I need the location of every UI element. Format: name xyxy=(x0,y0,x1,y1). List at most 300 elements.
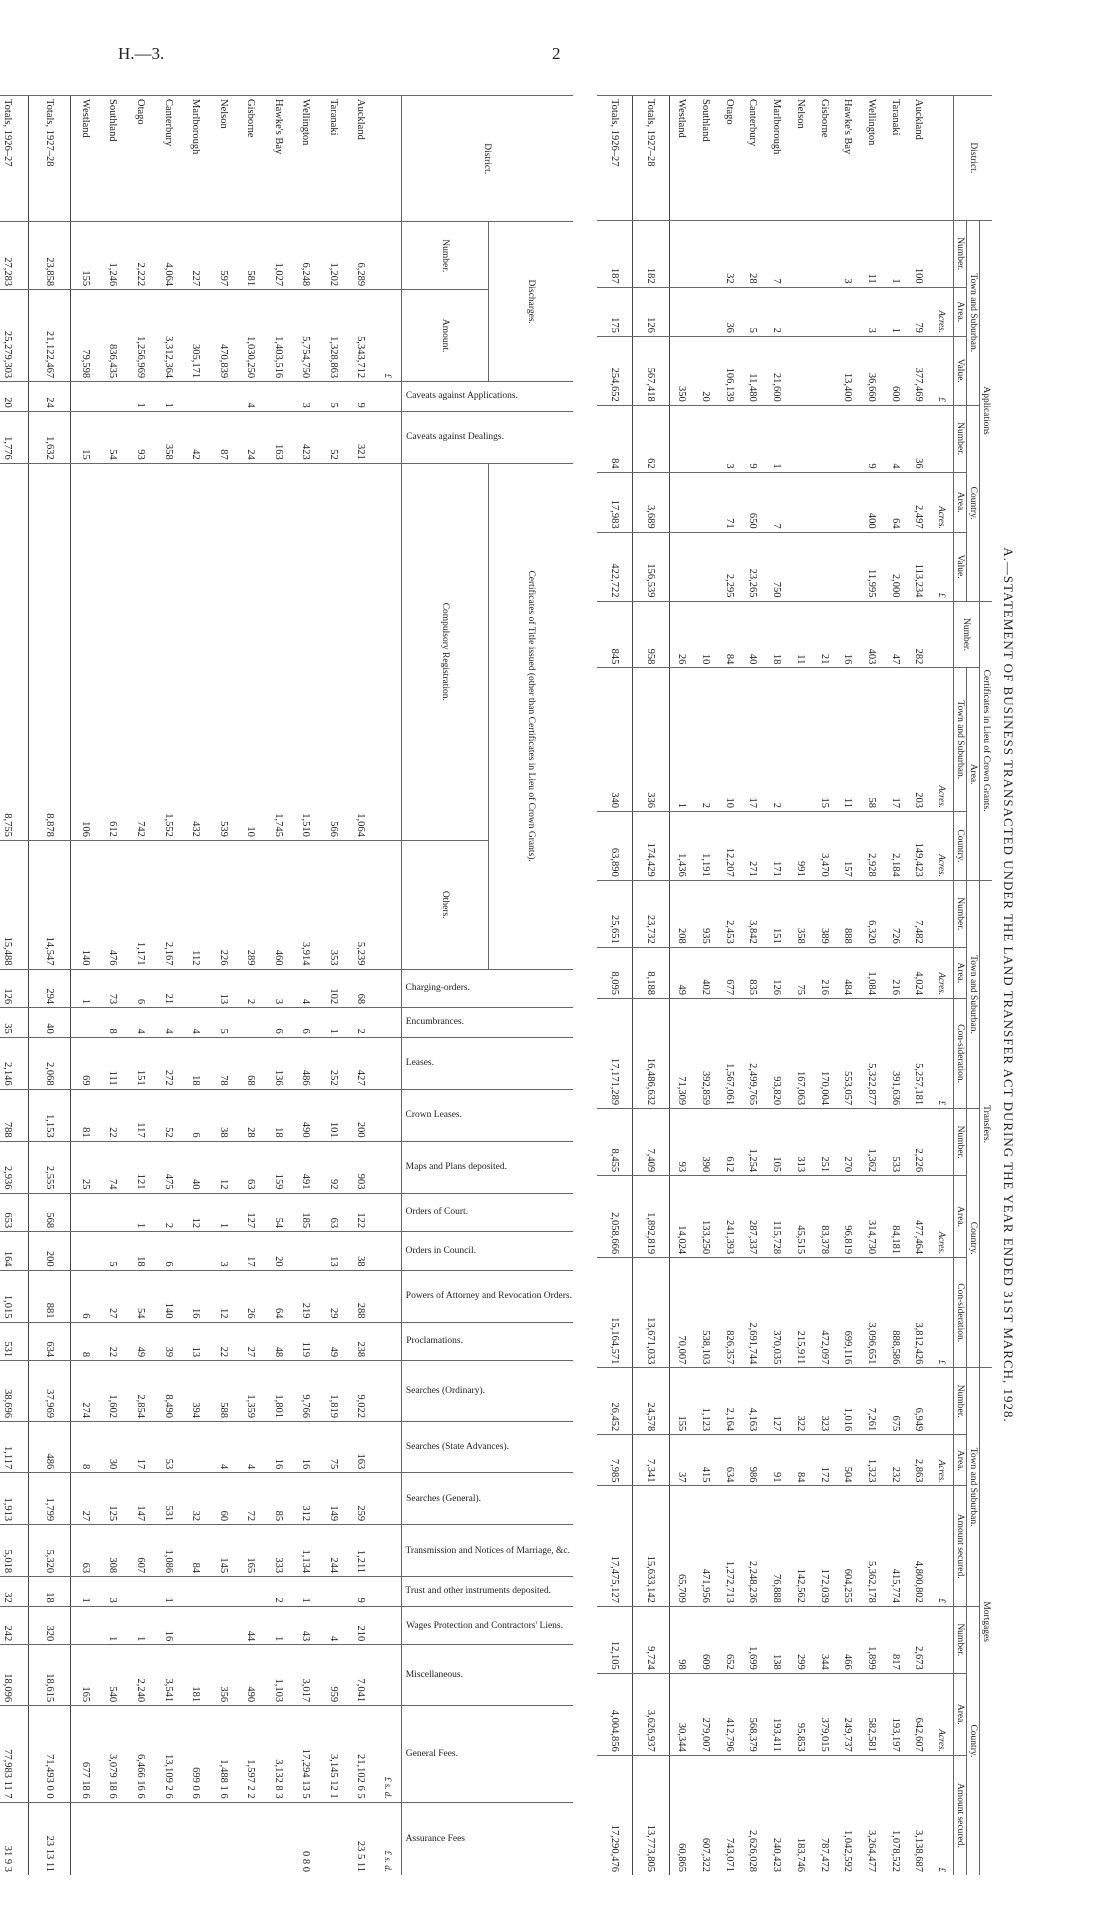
table-cell: 155 xyxy=(71,222,100,290)
unit-cell: £ xyxy=(931,1755,954,1875)
table-cell: 96,819 xyxy=(836,1176,860,1258)
table-cell: 193,197 xyxy=(883,1673,907,1755)
table-cell: 1,799 xyxy=(28,1473,70,1525)
table-row xyxy=(292,96,320,1876)
table-cell: 73 xyxy=(99,969,127,1008)
table-cell: 65,709 xyxy=(669,1486,694,1606)
table-cell: 38 xyxy=(209,1089,237,1141)
table-cell: 1 xyxy=(765,405,789,472)
table-cell: 93 xyxy=(669,1109,694,1176)
table-cell: 2 xyxy=(347,1008,375,1038)
table-cell: 13,400 xyxy=(836,336,860,405)
other-transactions-body xyxy=(0,96,401,1876)
unit-cell xyxy=(375,382,402,412)
table-row xyxy=(265,96,293,1876)
table-cell: 10 xyxy=(237,463,265,840)
table-cell: 604,255 xyxy=(836,1486,860,1606)
table-cell: 3 xyxy=(99,1577,127,1607)
table-cell: 29 xyxy=(320,1270,348,1322)
table-cell: 1,552 xyxy=(154,463,182,840)
unit-cell xyxy=(375,1008,402,1038)
col-header: Con-sideration. xyxy=(954,998,967,1108)
table-cell: 1,064 xyxy=(347,463,375,840)
table-row xyxy=(669,96,694,1876)
table-cell: 271 xyxy=(741,811,765,880)
table-cell: 17 xyxy=(883,668,907,812)
table-cell: 477,464 xyxy=(907,1176,931,1258)
table-cell: 356 xyxy=(209,1645,237,1706)
table-cell: 650 xyxy=(741,472,765,532)
table-cell: 23 13 11 xyxy=(28,1802,70,1875)
table-cell: 156,539 xyxy=(633,532,669,601)
table-cell: 4 xyxy=(292,969,320,1008)
table-cell: 612 xyxy=(99,463,127,840)
table-cell: 17,983 xyxy=(597,472,633,532)
table-cell: 38,696 xyxy=(0,1361,28,1422)
table-cell: 612 xyxy=(717,1109,741,1176)
table-cell: 63 xyxy=(237,1141,265,1193)
table-cell: 389 xyxy=(812,880,836,947)
table-cell: 2,146 xyxy=(0,1037,28,1089)
table-cell: 1 xyxy=(127,1606,155,1645)
unit-cell xyxy=(931,601,954,668)
table-cell: 11,480 xyxy=(741,336,765,405)
table-cell: 4,004,856 xyxy=(597,1673,633,1755)
table-cell: 1 xyxy=(71,1577,100,1607)
table-cell: 466 xyxy=(836,1606,860,1673)
table-cell: 881 xyxy=(28,1270,70,1322)
table-cell: 422,722 xyxy=(597,532,633,601)
table-row xyxy=(237,96,265,1876)
table-cell: 126 xyxy=(0,969,28,1008)
table-cell: 98 xyxy=(669,1606,694,1673)
table-cell: 40 xyxy=(182,1141,210,1193)
table-cell: 1,403,516 xyxy=(265,290,293,382)
table-cell: 1 xyxy=(154,382,182,412)
table-cell: 37 xyxy=(669,1435,694,1486)
unit-cell xyxy=(375,411,402,463)
table-cell xyxy=(694,472,718,532)
table-cell xyxy=(812,532,836,601)
table-cell: 17,294 13 5 xyxy=(292,1706,320,1802)
col-header: Amount secured. xyxy=(954,1486,967,1606)
table-cell: 13,773,805 xyxy=(633,1755,669,1875)
table-cell: 390 xyxy=(694,1109,718,1176)
table-row xyxy=(694,96,718,1876)
unit-cell: £ xyxy=(931,336,954,405)
table-cell: 0 8 0 xyxy=(292,1802,320,1875)
col-header: Assurance Fees xyxy=(401,1802,573,1875)
table-cell: 4,800,802 xyxy=(907,1486,931,1606)
table-cell: 22 xyxy=(99,1089,127,1141)
table-cell: 2,691,744 xyxy=(741,1258,765,1368)
table-cell: 11 xyxy=(860,220,884,287)
table-cell: 78 xyxy=(209,1037,237,1089)
table-cell: 52 xyxy=(154,1089,182,1141)
table-cell: 252 xyxy=(320,1037,348,1089)
totals-row xyxy=(633,96,669,1876)
table-cell xyxy=(209,1577,237,1607)
other-transactions-table xyxy=(0,95,573,1875)
rotated-page xyxy=(1,95,1020,1875)
table-cell: 9,022 xyxy=(347,1361,375,1422)
district-name: Otago xyxy=(127,96,155,222)
table-cell: 54 xyxy=(127,1270,155,1322)
table-cell: 6,466 16 6 xyxy=(127,1706,155,1802)
col-header: Trust and other instruments deposited. xyxy=(401,1577,573,1607)
table-cell xyxy=(182,1606,210,1645)
table-cell: 16 xyxy=(182,1270,210,1322)
table-cell: 597 xyxy=(209,222,237,290)
table-cell: 75 xyxy=(320,1421,348,1472)
table-cell: 12,207 xyxy=(717,811,741,880)
unit-cell xyxy=(375,1525,402,1577)
table-cell: 4,064 xyxy=(154,222,182,290)
table-cell: 159 xyxy=(265,1141,293,1193)
table-cell xyxy=(182,1232,210,1271)
table-row xyxy=(741,96,765,1876)
table-cell: 232 xyxy=(883,1435,907,1486)
table-cell: 1,117 xyxy=(0,1421,28,1472)
col-header: Area. xyxy=(954,287,967,336)
table-cell: 6,289 xyxy=(347,222,375,290)
table-cell: 22 xyxy=(209,1322,237,1361)
district-name: Westland xyxy=(669,96,694,221)
table-cell: 634 xyxy=(717,1435,741,1486)
table-cell: 93,820 xyxy=(765,998,789,1108)
table-cell: 60,865 xyxy=(669,1755,694,1875)
table-cell: 2,863 xyxy=(907,1435,931,1486)
table-cell: 427 xyxy=(347,1037,375,1089)
table-cell: 5,257,181 xyxy=(907,998,931,1108)
table-cell xyxy=(237,1577,265,1607)
table-cell: 8,455 xyxy=(597,1109,633,1176)
table-cell: 20 xyxy=(694,336,718,405)
table-cell: 305,171 xyxy=(182,290,210,382)
table-cell: 36 xyxy=(907,405,931,472)
table-row xyxy=(907,96,931,1876)
col-header: General Fees. xyxy=(401,1706,573,1802)
table-cell xyxy=(127,1577,155,1607)
table-cell: 1,699 xyxy=(741,1606,765,1673)
table-cell: 1,776 xyxy=(0,411,28,463)
table-cell: 149,423 xyxy=(907,811,931,880)
district-name: Auckland xyxy=(347,96,375,222)
table-cell: 251 xyxy=(812,1109,836,1176)
table-cell: 677 xyxy=(717,947,741,998)
table-cell: 24 xyxy=(28,382,70,412)
table-cell: 16,486,632 xyxy=(633,998,669,1108)
table-cell: 6,320 xyxy=(860,880,884,947)
table-cell: 2 xyxy=(265,1577,293,1607)
district-name: Taranaki xyxy=(883,96,907,221)
table-cell: 43 xyxy=(292,1606,320,1645)
table-cell: 7,482 xyxy=(907,880,931,947)
table-cell: 394 xyxy=(182,1361,210,1422)
unit-cell: £ xyxy=(931,1258,954,1368)
table-cell: 568 xyxy=(28,1193,70,1232)
certificates-of-title-header: Certificates of Title issued (other than Certificates in Lieu of Crown Grants). xyxy=(489,463,573,969)
col-header: Area. xyxy=(954,1435,967,1486)
table-cell: 15,164,571 xyxy=(597,1258,633,1368)
table-cell: 16 xyxy=(265,1421,293,1472)
table-cell: 7,041 xyxy=(347,1645,375,1706)
table-cell: 249,737 xyxy=(836,1673,860,1755)
table-cell: 642,607 xyxy=(907,1673,931,1755)
table-cell: 1,892,819 xyxy=(633,1176,669,1258)
table-cell xyxy=(182,1802,210,1875)
table-cell xyxy=(265,382,293,412)
table-cell: 23,265 xyxy=(741,532,765,601)
table-cell: 21 xyxy=(812,601,836,668)
table-cell: 2,936 xyxy=(0,1141,28,1193)
transfers-header: Transfers. xyxy=(980,880,993,1368)
table-cell xyxy=(320,1802,348,1875)
col-header: Crown Leases. xyxy=(401,1089,573,1141)
table-cell: 40 xyxy=(28,1008,70,1038)
unit-cell: Acres. xyxy=(931,1673,954,1755)
table-cell: 4 xyxy=(237,382,265,412)
table-cell xyxy=(71,1008,100,1038)
table-cell: 165 xyxy=(237,1525,265,1577)
unit-cell xyxy=(931,405,954,472)
col-header: Amount. xyxy=(401,290,489,382)
table-cell: 71,309 xyxy=(669,998,694,1108)
unit-cell: Acres. xyxy=(931,811,954,880)
table-cell: 1 xyxy=(71,969,100,1008)
district-name: Gisborne xyxy=(237,96,265,222)
table-cell: 2,555 xyxy=(28,1141,70,1193)
table-cell: 163 xyxy=(265,411,293,463)
table-cell xyxy=(789,336,813,405)
table-cell: 24 xyxy=(237,411,265,463)
unit-cell xyxy=(375,1421,402,1472)
table-cell: 2,295 xyxy=(717,532,741,601)
table-cell: 12 xyxy=(209,1270,237,1322)
table-cell: 62 xyxy=(633,405,669,472)
table-cell: 1,328,863 xyxy=(320,290,348,382)
table-cell: 216 xyxy=(812,947,836,998)
table-cell xyxy=(71,382,100,412)
table-cell: 582,581 xyxy=(860,1673,884,1755)
table-cell: 7,261 xyxy=(860,1368,884,1435)
table-cell: 1,488 1 6 xyxy=(209,1706,237,1802)
table-cell: 1,272,713 xyxy=(717,1486,741,1606)
table-cell: 140 xyxy=(71,840,100,969)
table-cell xyxy=(812,220,836,287)
table-cell: 8 xyxy=(71,1322,100,1361)
table-cell: 52 xyxy=(320,411,348,463)
table-cell: 3,079 18 6 xyxy=(99,1706,127,1802)
unit-cell xyxy=(375,840,402,969)
table-cell: 7 xyxy=(765,472,789,532)
col-header: Powers of Attorney and Revocation Orders. xyxy=(401,1270,573,1322)
table-cell: 358 xyxy=(154,411,182,463)
table-cell: 140 xyxy=(154,1270,182,1322)
district-name: Wellington xyxy=(292,96,320,222)
table-cell: 538,103 xyxy=(694,1258,718,1368)
table-cell: 340 xyxy=(597,668,633,812)
unit-cell xyxy=(375,1270,402,1322)
table-cell: 200 xyxy=(347,1089,375,1141)
table-cell: 274 xyxy=(71,1361,100,1422)
table-cell: 53 xyxy=(154,1421,182,1472)
table-cell: 121 xyxy=(127,1141,155,1193)
table-cell xyxy=(237,1802,265,1875)
table-cell: 193,411 xyxy=(765,1673,789,1755)
table-cell: 2,248,236 xyxy=(741,1486,765,1606)
table-cell: 652 xyxy=(717,1606,741,1673)
table-cell: 1 xyxy=(154,1577,182,1607)
table-cell: 750 xyxy=(765,532,789,601)
table-cell xyxy=(812,405,836,472)
district-name: Wellington xyxy=(860,96,884,221)
table-cell: 70,007 xyxy=(669,1258,694,1368)
table-cell: 392,859 xyxy=(694,998,718,1108)
table-cell xyxy=(836,405,860,472)
table-cell: 15,633,142 xyxy=(633,1486,669,1606)
district-name: Totals, 1926–27 xyxy=(597,96,633,221)
table-cell: 13 xyxy=(209,969,237,1008)
col-header: Country. xyxy=(954,811,967,880)
table-cell: 9 xyxy=(347,1577,375,1607)
unit-cell xyxy=(375,1037,402,1089)
table-cell xyxy=(836,287,860,336)
table-cell: 84 xyxy=(789,1435,813,1486)
table-cell: 3,914 xyxy=(292,840,320,969)
table-cell: 6 xyxy=(127,969,155,1008)
unit-cell xyxy=(375,222,402,290)
table-cell: 4 xyxy=(883,405,907,472)
table-cell: 289 xyxy=(237,840,265,969)
table-cell: 227 xyxy=(182,222,210,290)
col-header: Encumbrances. xyxy=(401,1008,573,1038)
unit-cell xyxy=(931,220,954,287)
table-cell xyxy=(182,1577,210,1607)
table-cell: 322 xyxy=(789,1368,813,1435)
table-cell: 77,983 11 7 xyxy=(0,1706,28,1802)
table-cell: 18 xyxy=(127,1232,155,1271)
table-cell: 28 xyxy=(237,1089,265,1141)
table-cell xyxy=(669,472,694,532)
table-cell: 836,435 xyxy=(99,290,127,382)
applications-header: Applications xyxy=(980,220,993,601)
table-row xyxy=(182,96,210,1876)
table-cell: 8,188 xyxy=(633,947,669,998)
district-name: Westland xyxy=(71,96,100,222)
table-cell: 113,234 xyxy=(907,532,931,601)
table-cell: 282 xyxy=(907,601,931,668)
mortgages-country-header: Country. xyxy=(967,1606,980,1875)
table-cell: 145 xyxy=(209,1525,237,1577)
table-row xyxy=(127,96,155,1876)
table-cell: 79,598 xyxy=(71,290,100,382)
table-cell: 27 xyxy=(99,1270,127,1322)
col-header: Searches (General). xyxy=(401,1473,573,1525)
table-cell: 183,746 xyxy=(789,1755,813,1875)
table-cell xyxy=(789,405,813,472)
table-cell: 888,586 xyxy=(883,1258,907,1368)
table-cell: 3 xyxy=(717,405,741,472)
table-cell: 91 xyxy=(765,1435,789,1486)
table-cell: 151 xyxy=(765,880,789,947)
col-header: Number. xyxy=(954,1606,967,1673)
table-cell: 12,105 xyxy=(597,1606,633,1673)
table-cell: 1,042,592 xyxy=(836,1755,860,1875)
unit-cell: £ s. d. xyxy=(375,1706,402,1802)
table-cell: 504 xyxy=(836,1435,860,1486)
table-cell: 3,842 xyxy=(741,880,765,947)
table-cell: 3 xyxy=(209,1232,237,1271)
district-name: Nelson xyxy=(789,96,813,221)
discharges-header: Discharges. xyxy=(489,222,573,382)
table-row xyxy=(347,96,375,1876)
table-cell: 1 xyxy=(320,1008,348,1038)
table-cell: 1 xyxy=(265,1606,293,1645)
table-cell: 1,359 xyxy=(237,1361,265,1422)
table-row xyxy=(71,96,100,1876)
table-cell xyxy=(812,287,836,336)
mortgages-header: Mortgages xyxy=(980,1368,993,1875)
table-cell: 491 xyxy=(292,1141,320,1193)
table-cell: 4 xyxy=(182,1008,210,1038)
table-cell: 320 xyxy=(28,1606,70,1645)
cert-number-header: Number. xyxy=(954,601,980,668)
table-cell: 287,337 xyxy=(741,1176,765,1258)
table-cell: 539 xyxy=(209,463,237,840)
unit-cell: £ xyxy=(931,998,954,1108)
table-cell: 119 xyxy=(292,1322,320,1361)
table-cell: 2,167 xyxy=(154,840,182,969)
table-cell: 1 xyxy=(292,1577,320,1607)
table-cell: 63 xyxy=(320,1193,348,1232)
table-cell: 15 xyxy=(71,411,100,463)
table-cell: 1,256,969 xyxy=(127,290,155,382)
table-cell: 13,109 2 6 xyxy=(154,1706,182,1802)
table-cell: 788 xyxy=(0,1089,28,1141)
table-cell: 26,452 xyxy=(597,1368,633,1435)
district-name: Totals, 1927–28 xyxy=(28,96,70,222)
table-cell: 127 xyxy=(765,1368,789,1435)
table-cell: 9,724 xyxy=(633,1606,669,1673)
unit-cell xyxy=(931,1368,954,1435)
table-cell: 484 xyxy=(836,947,860,998)
table-cell: 2,240 xyxy=(127,1645,155,1706)
table-cell: 609 xyxy=(694,1606,718,1673)
table-cell: 344 xyxy=(812,1606,836,1673)
table-cell: 226 xyxy=(209,840,237,969)
table-cell: 1,027 xyxy=(265,222,293,290)
table-cell: 358 xyxy=(789,880,813,947)
col-header: Number. xyxy=(954,405,967,472)
table-cell: 136 xyxy=(265,1037,293,1089)
table-cell: 21 xyxy=(154,969,182,1008)
table-cell: 74 xyxy=(99,1141,127,1193)
table-cell: 1,567,061 xyxy=(717,998,741,1108)
table-cell: 112 xyxy=(182,840,210,969)
table-cell: 8,755 xyxy=(0,463,28,840)
table-cell: 64 xyxy=(883,472,907,532)
table-cell: 475 xyxy=(154,1141,182,1193)
table-cell: 486 xyxy=(28,1421,70,1472)
table-cell: 151 xyxy=(127,1037,155,1089)
table-cell: 38 xyxy=(347,1232,375,1271)
table-cell: 133,250 xyxy=(694,1176,718,1258)
table-cell: 6 xyxy=(265,1008,293,1038)
table-cell: 27,283 xyxy=(0,222,28,290)
table-cell: 30 xyxy=(99,1421,127,1472)
table-cell: 826,357 xyxy=(717,1258,741,1368)
